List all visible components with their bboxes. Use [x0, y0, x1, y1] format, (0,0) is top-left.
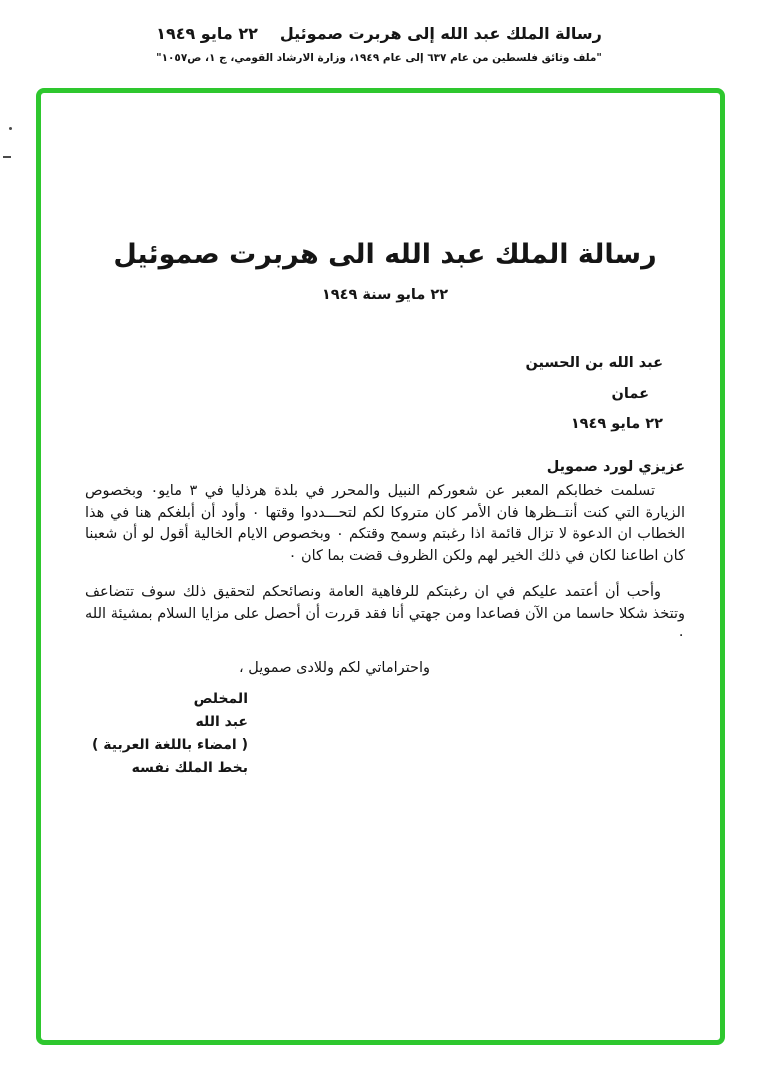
header-title-date: ٢٢ مايو ١٩٤٩	[156, 24, 258, 43]
scan-artifact-dot	[9, 127, 12, 130]
scan-artifact-dash	[3, 156, 11, 158]
page-header	[0, 0, 758, 64]
header-title	[0, 24, 758, 43]
header-source-citation: "ملف وثائق فلسطين من عام ٦٣٧ إلى عام ١٩٤٩، وزارة الارشاد القومي، ج ١، ص١٠٥٧"	[156, 52, 602, 65]
signature-note-handwriting: بخط الملك نفسه	[131, 759, 248, 776]
signature-block	[92, 690, 248, 776]
letter-title: رسالة الملك عبد الله الى هربرت صموئيل	[113, 239, 657, 270]
letter-paragraph-2: وأحب أن أعتمد عليكم في ان رغبتكم للرفاهية العامة ونصائحكم لتحقيق ذلك سوف تتضاعف وتتخذ شكلا حاسما من الآن فصاعدا ومن جهتي أنا فقد قررت أن أحصل على مزايا السلام بمشيئة الله ٠	[85, 584, 685, 643]
header-title-text: رسالة الملك عبد الله إلى هربرت صموئيل	[279, 24, 602, 43]
sender-name: عبد الله بن الحسين	[525, 355, 663, 371]
sender-city: عمان	[611, 386, 649, 402]
sender-block	[85, 355, 685, 432]
letter-frame	[36, 88, 725, 1045]
signature-name: عبد الله	[195, 713, 248, 730]
salutation: عزيزي لورد صمويل	[546, 459, 685, 475]
closing-line: واحتراماتي لكم وللادى صمويل ،	[239, 659, 430, 676]
sender-date: ٢٢ مايو ١٩٤٩	[570, 416, 663, 432]
signature-valediction: المخلص	[193, 690, 248, 707]
letter-paragraph-1: تسلمت خطابكم المعبر عن شعوركم النبيل والمحرر في بلدة هرذليا في ٣ مايو٠ وبخصوص الزيارة التي كنت أنتــظرها فان الأمر كان متروكا لكم لتحـــددوا وقتها ٠ وأود أن أبلغكم هنا في هذا الخطاب ان الدعوة لا تزال قائمة اذا رغبتم وسمح وقتكم ٠ وبخصوص الايام الخالية أقول لو أن شعبنا كان اطاعنا لكان في ذلك الخير لهم ولكن الظروف قضت بما كان ٠	[85, 483, 686, 564]
signature-note-language: ( امضاء باللغة العربية )	[92, 736, 248, 753]
letter-subtitle: ٢٢ مايو سنة ١٩٤٩	[321, 287, 449, 303]
